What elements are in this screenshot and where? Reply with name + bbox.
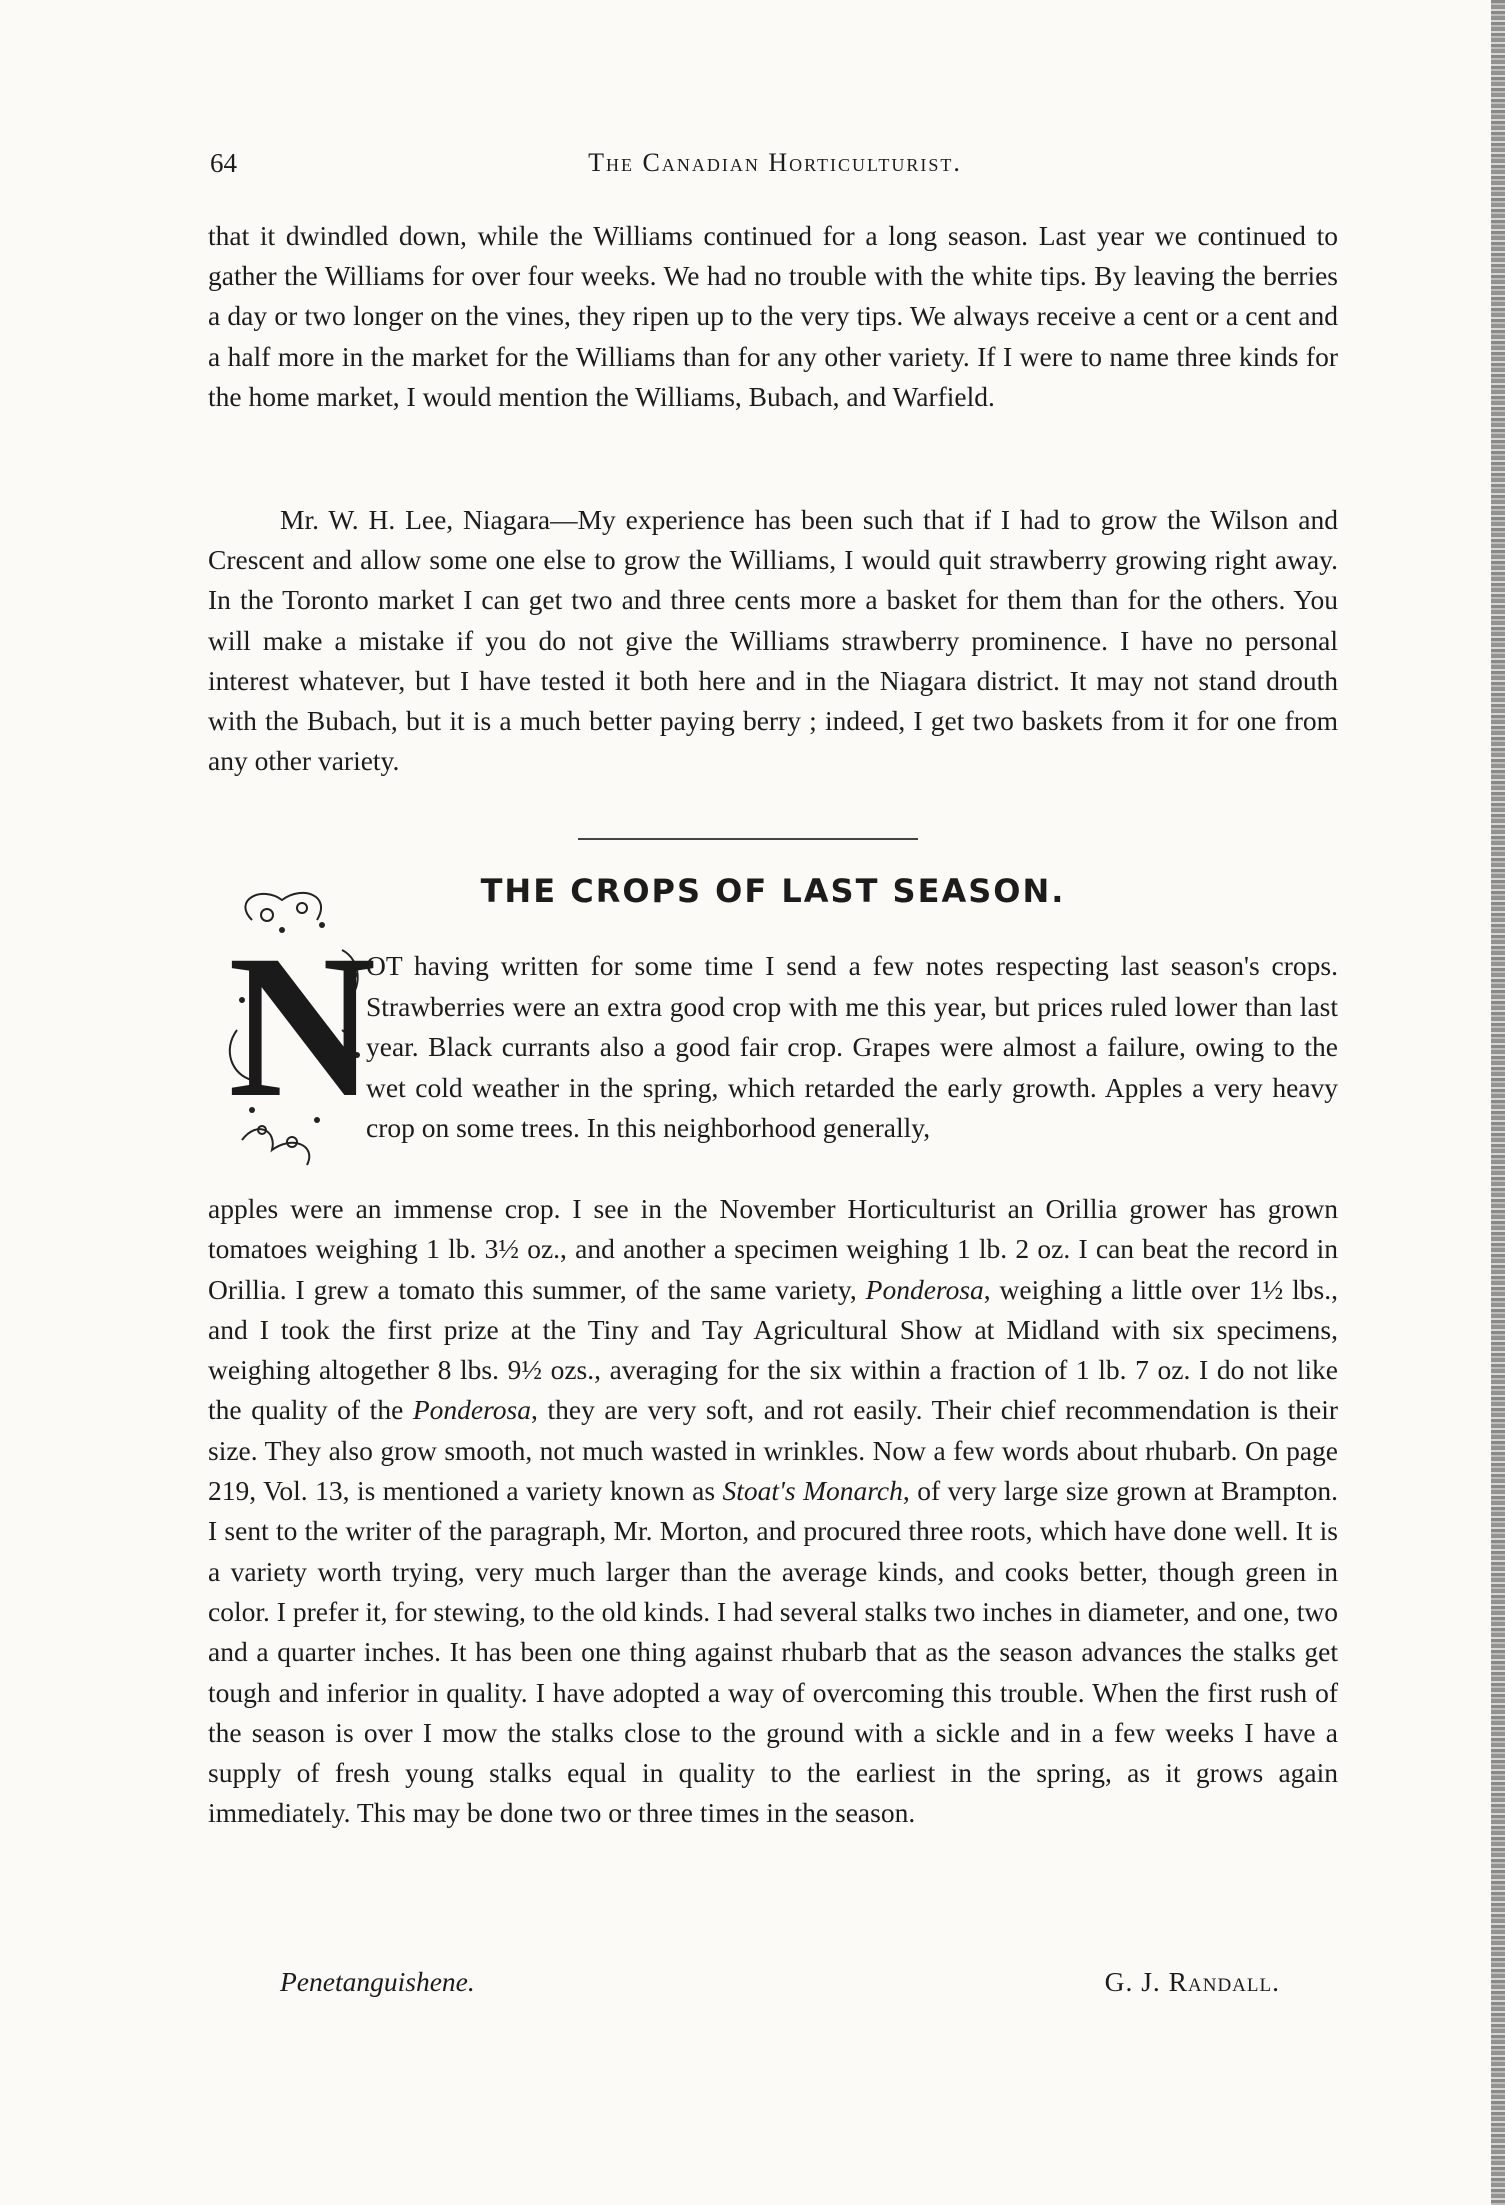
page-number: 64 [210,148,237,178]
variety-name: Ponderosa [412,1394,532,1426]
variety-name: Stoat's Monarch [722,1475,903,1507]
article-paragraph [208,1189,1338,1834]
body-text: , of very large size grown at Brampton. I sent to the writer of the paragraph, Mr. Morton, and procured three roots, which have done well. It is a variety worth trying, very much larger than the average kinds, and cooks better, though green in color. I prefer it, for stewing, to the old kinds. I had several stalks two inches in diameter, and one, two and a quarter inches. It has been one thing against rhubarb that as the season advances the stalks get tough and inferior in quality. I have adopted a way of overcoming this trouble. When the first rush of the season is over I mow the stalks close to the ground with a sickle and in a few weeks I have a supply of fresh young stalks equal in quality to the earliest in the spring, as it grows again immediately. This may be done two or three times in the season. [208,1475,1338,1829]
signature-line [280,1966,1280,2006]
paragraph-text: that it dwindled down, while the Williams continued for a long season. Last year we continued to gather the Williams for over four weeks. We had no trouble with the white tips. By leaving the berries a day or two longer on the vines, they ripen up to the very tips. We always receive a cent or a cent and a half more in the market for the Williams than for any other variety. If I were to name three kinds for the home market, I would mention the Williams, Bubach, and Warfield. [208,220,1338,412]
page-header [210,148,1340,188]
ornamental-dropcap [222,880,382,1175]
dropcap-letter: N [227,913,377,1140]
variety-name: Ponderosa [865,1273,984,1305]
body-text: apples were an immense crop. I see in the November Horticulturist an Orillia grower has grown tomatoes weighing 1 lb. 3½ oz., and another a specimen weighing 1 lb. 2 oz. I can beat the record in Orillia. I grew a tomato this summer, of the same variety, [208,1193,1338,1305]
paragraph-text: Mr. W. H. Lee, Niagara—My experience has been such that if I had to grow the Wilson and Crescent and allow some one else to grow the Williams, I would quit strawberry growing right away. In the Toronto market I can get two and three cents more a basket for them than for the others. You will make a mistake if you do not give the Williams strawberry prominence. I have no personal interest whatever, but I have tested it both here and in the Niagara district. It may not stand drouth with the Bubach, but it is a much better paying berry ; indeed, I get two baskets from it for one from any other variety. [208,504,1338,777]
book-binding-edge [1491,0,1505,2205]
paragraph-lee-niagara [208,500,1338,781]
crops-article-body [208,1189,1338,1834]
section-title: THE CROPS OF LAST SEASON. [480,872,1066,910]
body-text: , they are very soft, and rot easily. Their chief recommendation is their size. They also grow smooth, not much wasted in wrinkles. Now a few words about rhubarb. On page 219, Vol. 13, is mentioned a variety known as [208,1394,1338,1507]
wrapped-intro-text [366,946,1338,1149]
paragraph-williams-continued [208,216,1338,417]
signature-author: G. J. Randall. [1104,1966,1280,1997]
running-title: The Canadian Horticulturist. [588,148,962,177]
signature-place: Penetanguishene. [280,1966,475,1997]
body-text: , weighing a little over 1½ lbs., and I took the first prize at the Tiny and Tay Agricultural Show at Midland with six specimens, weighing altogether 8 lbs. 9½ ozs., averaging for the six within a fraction of 1 lb. 7 oz. I do not like the quality of the [208,1273,1338,1426]
wrapped-paragraph: OT having written for some time I send a few notes respecting last season's crops. Strawberries were an extra good crop with me this year, but prices ruled lower than last year. Black currants also a good fair crop. Grapes were almost a failure, owing to the wet cold weather in the spring, which retarded the early growth. Apples a very heavy crop on some trees. In this neighborhood generally, [366,950,1338,1143]
section-divider-rule [578,838,918,840]
